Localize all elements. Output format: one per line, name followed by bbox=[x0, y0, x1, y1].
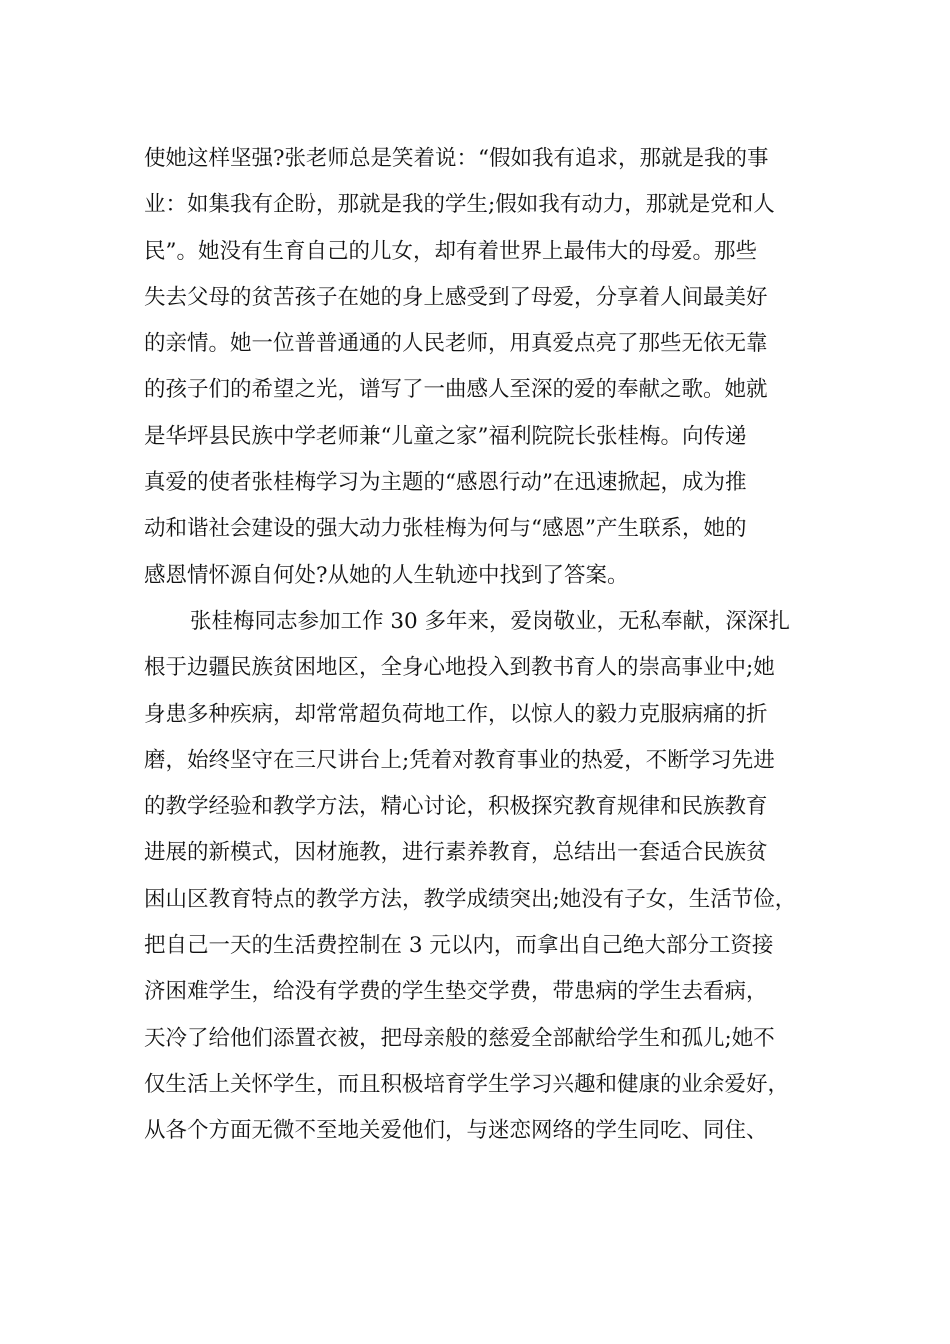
text-line: 困山区教育特点的教学方法，教学成绩突出;她没有子女，生活节俭， bbox=[144, 886, 797, 912]
text-line: 把自己一天的生活费控制在 3 元以内，而拿出自己绝大部分工资接 bbox=[144, 933, 774, 959]
text-line: 进展的新模式，因材施教，进行素养教育，总结出一套适合民族贫 bbox=[144, 840, 768, 866]
text-line: 济困难学生，给没有学费的学生垫交学费，带患病的学生去看病， bbox=[144, 979, 768, 1005]
text-line: 根于边疆民族贫困地区，全身心地投入到教书育人的崇高事业中;她 bbox=[144, 655, 775, 681]
text-line: 从各个方面无微不至地关爱他们，与迷恋网络的学生同吃、同住、 bbox=[144, 1118, 768, 1144]
text-line: 磨，始终坚守在三尺讲台上;凭着对教育事业的热爱，不断学习先进 bbox=[144, 747, 775, 773]
text-line: 的孩子们的希望之光，谱写了一曲感人至深的爱的奉献之歌。她就 bbox=[144, 377, 768, 403]
text-line: 真爱的使者张桂梅学习为主题的“感恩行动”在迅速掀起，成为推 bbox=[144, 470, 747, 496]
text-line: 身患多种疾病，却常常超负荷地工作，以惊人的毅力克服病痛的折 bbox=[144, 701, 768, 727]
text-line: 感恩情怀源自何处?从她的人生轨迹中找到了答案。 bbox=[144, 562, 629, 588]
body-text bbox=[144, 136, 844, 1155]
text-line: 的亲情。她一位普普通通的人民老师，用真爱点亮了那些无依无靠 bbox=[144, 331, 768, 357]
text-line: 是华坪县民族中学老师兼“儿童之家”福利院院长张桂梅。向传递 bbox=[144, 423, 747, 449]
text-line: 天冷了给他们添置衣被，把母亲般的慈爱全部献给学生和孤儿;她不 bbox=[144, 1025, 775, 1051]
text-line: 动和谐社会建设的强大动力张桂梅为何与“感恩”产生联系，她的 bbox=[144, 516, 747, 542]
text-line: 仅生活上关怀学生，而且积极培育学生学习兴趣和健康的业余爱好， bbox=[144, 1071, 790, 1097]
text-line: 业：如集我有企盼，那就是我的学生;假如我有动力，那就是党和人 bbox=[144, 192, 775, 218]
text-line: 使她这样坚强?张老师总是笑着说：“假如我有追求，那就是我的事 bbox=[144, 146, 769, 171]
text-line: 民”。她没有生育自己的儿女，却有着世界上最伟大的母爱。那些 bbox=[144, 238, 757, 264]
paragraph-first-line: 张桂梅同志参加工作 30 多年来，爱岗敬业，无私奉献，深深扎 bbox=[190, 608, 791, 634]
text-line: 的教学经验和教学方法，精心讨论，积极探究教育规律和民族教育 bbox=[144, 794, 768, 820]
text-line: 失去父母的贫苦孩子在她的身上感受到了母爱，分享着人间最美好 bbox=[144, 284, 768, 310]
